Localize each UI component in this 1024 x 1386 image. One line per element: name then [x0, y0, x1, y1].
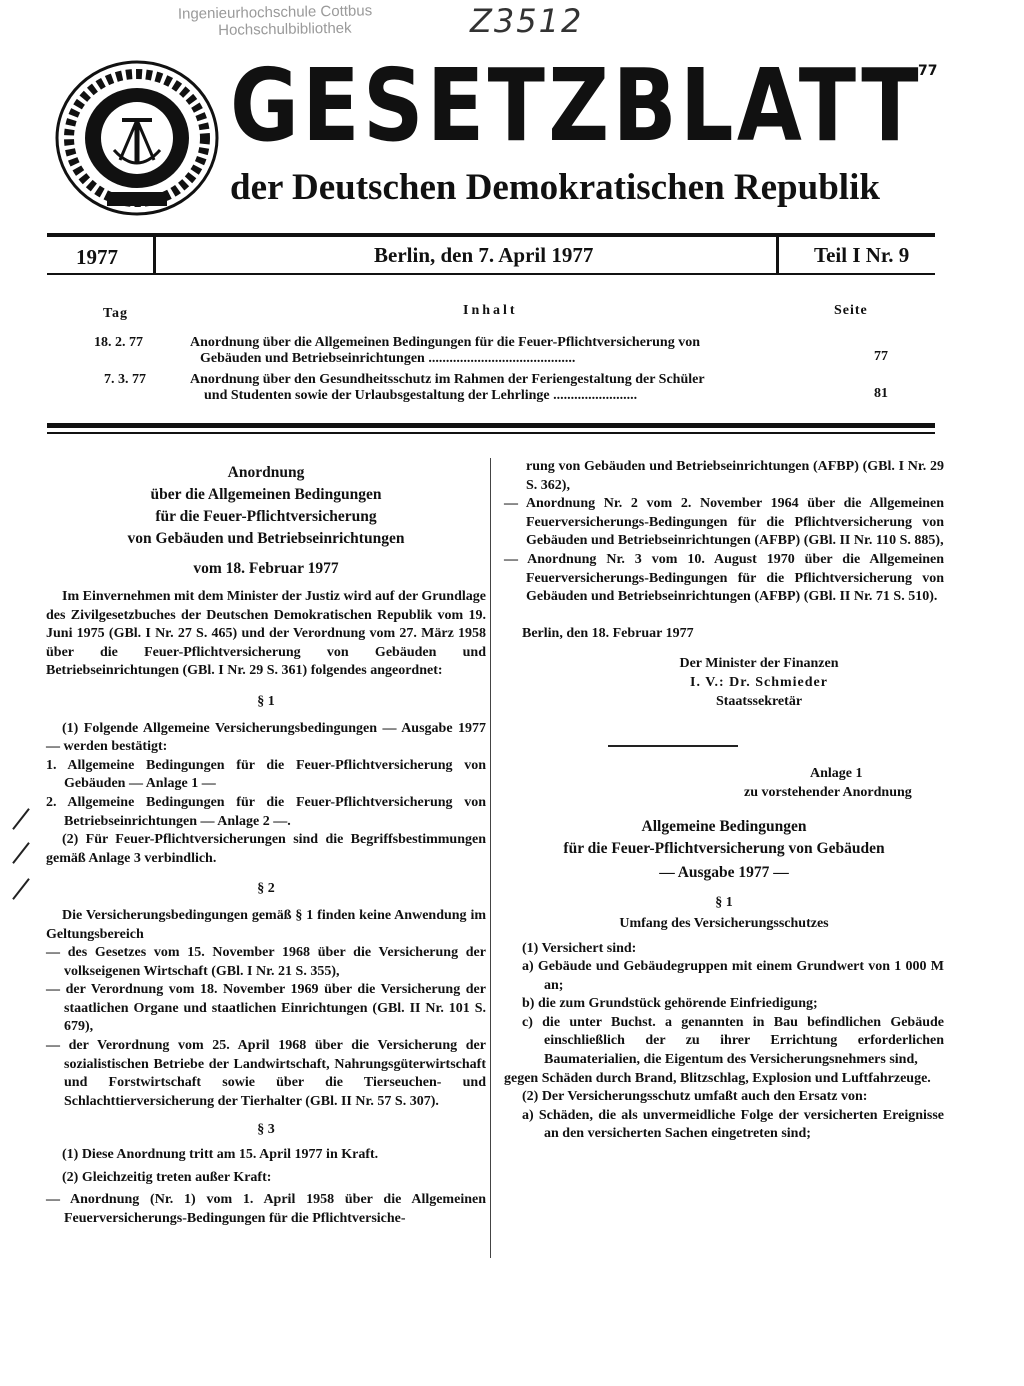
anlage-section-1-title: § 1	[715, 895, 733, 911]
heading-line: für die Feuer-Pflichtversicherung	[155, 508, 377, 525]
anlage-item-b: b) die zum Grundstück gehörende Einfriedigung;	[522, 996, 818, 1012]
header-top-rule	[47, 233, 935, 237]
pencil-mark	[12, 878, 30, 900]
s3-item-1: — Anordnung (Nr. 1) vom 1. April 1958 über die Allgemeinen Feuerversicherungs-Bedingungen für die Pflichtversiche-	[46, 1192, 486, 1226]
toc-date: 18. 2. 77	[94, 335, 143, 350]
anlage-item-a2: a) Schäden, die als unvermeidliche Folge der versicherten Ereignisse an den versicherten Sachen eingetreten sind;	[522, 1107, 944, 1142]
header-divider-left	[153, 235, 156, 275]
s3-paragraph-1: (1) Diese Anordnung tritt am 15. April 1977 in Kraft.	[62, 1147, 379, 1163]
anlage-heading	[504, 816, 944, 860]
toc-row	[94, 371, 894, 407]
s2-item: — des Gesetzes vom 15. November 1968 über die Versicherung der volkseigenen Wirtschaft (GBl. I Nr. 21 S. 355),	[46, 945, 486, 979]
left-heading	[46, 462, 486, 550]
toc-rule-thick	[47, 423, 935, 428]
stamp-line-2: Hochschulbibliothek	[218, 19, 352, 39]
s1-item-1: 1. Allgemeine Bedingungen für die Feuer-Pflichtversicherung von Gebäuden — Anlage 1 —	[46, 757, 486, 792]
section-3-title: § 3	[257, 1122, 275, 1138]
masthead-title: GESETZBLATT	[230, 47, 922, 164]
anlage-p2: (2) Der Versicherungsschutz umfaßt auch den Ersatz von:	[522, 1089, 868, 1105]
right-item: — Anordnung Nr. 3 vom 10. August 1970 über die Allgemeinen Feuerversicherungs-Bedingungen für die Pflichtversicherung von Gebäuden und Betriebseinrichtungen (AFBP) (GBl. II Nr. 71 S. 510).	[504, 551, 944, 605]
signer-name: I. V.: Dr. Schmieder	[690, 674, 828, 690]
stamp-line-1: Ingenieurhochschule Cottbus	[177, 2, 373, 23]
right-item: — Anordnung Nr. 2 vom 2. November 1964 über die Allgemeinen Feuerversicherungs-Bedingungen für die Pflichtversicherung von Gebäuden und Betriebseinrichtungen (AFBP) (GBl. II Nr. 110 S. 885),	[504, 496, 944, 549]
signature-rule	[608, 745, 738, 747]
toc-page: 77	[874, 349, 888, 364]
handwritten-number: Z3512	[470, 2, 584, 40]
anlage-item-c: c) die unter Buchst. a genannten in Bau befindlichen Gebäude einschließlich der zu ihrer Errichtung erforderlichen Baumaterialien, die Eigentum des Versicherungsnehmers sind,	[522, 1014, 944, 1068]
heading-line: von Gebäuden und Betriebseinrichtungen	[127, 530, 405, 547]
toc-title-line-2: Gebäuden und Betriebseinrichtungen ..........................................	[200, 351, 576, 366]
toc-title-line-1: Anordnung über den Gesundheitsschutz im Rahmen der Feriengestaltung der Schüler	[190, 372, 705, 387]
header-issue: Teil I Nr. 9	[814, 243, 910, 267]
heading-line: Allgemeine Bedingungen	[641, 818, 807, 836]
toc-page: 81	[874, 386, 888, 401]
anlage-item-a: a) Gebäude und Gebäudegruppen mit einem Grundwert von 1 000 M an;	[522, 959, 944, 993]
s2-intro: Die Versicherungsbedingungen gemäß § 1 finden keine Anwendung im Geltungsbereich	[46, 907, 486, 942]
pencil-mark	[12, 842, 30, 864]
pencil-mark	[12, 808, 30, 830]
right-column	[504, 458, 944, 1144]
toc-row	[94, 334, 894, 370]
anlage-section-1-subtitle: Umfang des Versicherungsschutzes	[619, 915, 829, 931]
s2-item: — der Verordnung vom 25. April 1968 über die Versicherung der sozialistischen Betriebe der Landwirtschaft, Nahrungsgüterwirtschaft und Forstwirtschaft sowie über die Tierseuchen- und Schlachttierversicherung der Tierhalter (GBl. II Nr. 57 S. 307).	[46, 1038, 486, 1109]
s1-paragraph-2: (2) Für Feuer-Pflichtversicherungen sind die Begriffsbestimmungen gemäß Anlage 3 verbindlich.	[46, 832, 486, 866]
header-bottom-rule	[47, 273, 935, 275]
right-continuation: rung von Gebäuden und Betriebseinrichtungen (AFBP) (GBl. I Nr. 29 S. 362),	[526, 459, 944, 493]
heading-line: Anordnung	[227, 464, 305, 481]
sign-place: Berlin, den 18. Februar 1977	[522, 625, 694, 641]
left-date: vom 18. Februar 1977	[193, 560, 339, 577]
toc-col-tag: Tag	[103, 306, 129, 321]
toc-rule-thin	[47, 432, 935, 434]
toc-date: 7. 3. 77	[104, 372, 146, 387]
s2-item: — der Verordnung vom 18. November 1969 über die Versicherung der staatlichen Organe und staatlichen Einrichtungen (GBl. II Nr. 101 S. 679),	[46, 982, 486, 1035]
header-place-date: Berlin, den 7. April 1977	[374, 243, 594, 267]
toc-title-line-1: Anordnung über die Allgemeinen Bedingungen für die Feuer-Pflichtversicherung von	[190, 335, 700, 350]
toc-title-line-2: und Studenten sowie der Urlaubsgestaltung der Lehrlinge ........................	[204, 388, 638, 403]
anlage-subtitle: zu vorstehender Anordnung	[744, 784, 912, 800]
preamble: Im Einvernehmen mit dem Minister der Justiz wird auf der Grundlage des Zivilgesetzbuches der Deutschen Demokratischen Republik vom 19. Juni 1975 (GBl. I Nr. 27 S. 465) und der Verordnung vom 27. März 1958 über die Feuer-Pflichtversicherung von Gebäuden und Betriebseinrichtungen (GBl. I Nr. 29 S. 361) folgendes angeordnet:	[46, 589, 486, 679]
section-2-title: § 2	[257, 881, 275, 897]
library-stamp	[178, 2, 373, 39]
anlage-label: Anlage 1	[810, 766, 863, 782]
header-divider-right	[776, 235, 779, 275]
toc-col-inhalt: Inhalt	[463, 303, 518, 318]
minister-title: Der Minister der Finanzen	[679, 656, 839, 672]
column-divider	[490, 458, 491, 1258]
heading-line: für die Feuer-Pflichtversicherung von Gebäuden	[563, 840, 885, 858]
masthead-subtitle: der Deutschen Demokratischen Republik	[230, 167, 880, 208]
signer-title: Staatssekretär	[715, 693, 803, 709]
state-emblem-icon	[52, 58, 222, 220]
s3-paragraph-2: (2) Gleichzeitig treten außer Kraft:	[62, 1169, 272, 1185]
s1-paragraph-1: (1) Folgende Allgemeine Versicherungsbedingungen — Ausgabe 1977 — werden bestätigt:	[46, 720, 486, 755]
anlage-p1: (1) Versichert sind:	[522, 940, 637, 956]
anlage-gegen: gegen Schäden durch Brand, Blitzschlag, Explosion und Luftfahrzeuge.	[504, 1070, 931, 1086]
toc-col-seite: Seite	[834, 303, 868, 318]
page-number: 77	[918, 63, 938, 79]
section-1-title: § 1	[257, 693, 275, 709]
s1-item-2: 2. Allgemeine Bedingungen für die Feuer-Pflichtversicherung von Betriebseinrichtungen — Anlage 2 —.	[46, 794, 486, 829]
ausgabe-label: — Ausgabe 1977 —	[659, 864, 789, 882]
left-column	[46, 462, 486, 1228]
heading-line: über die Allgemeinen Bedingungen	[150, 486, 382, 503]
header-year: 1977	[76, 245, 118, 269]
